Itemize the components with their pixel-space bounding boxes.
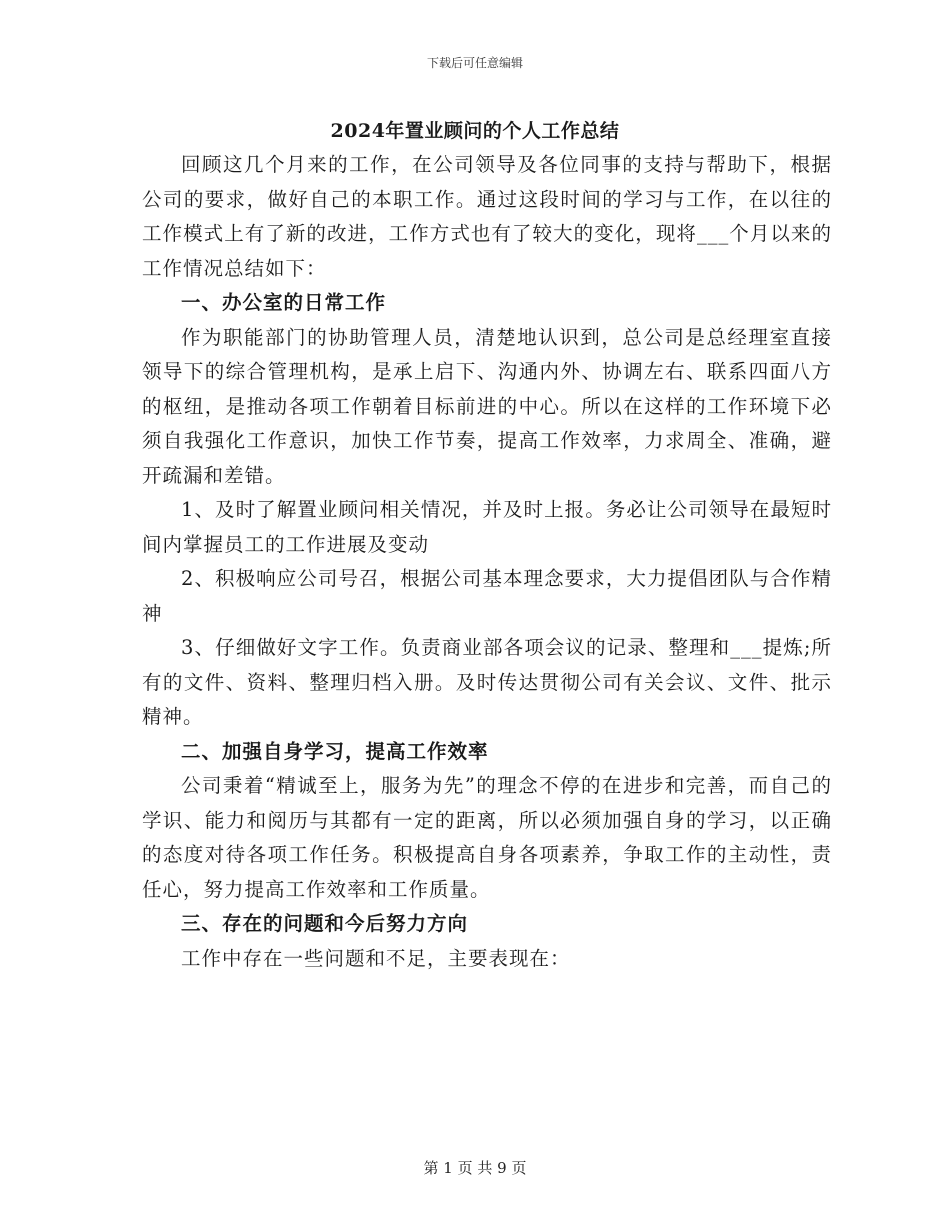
section-heading-2: 二、加强自身学习，提高工作效率 (181, 739, 489, 763)
section-heading-3: 三、存在的问题和今后努力方向 (181, 912, 469, 935)
page-number: 第 1 页 共 9 页 (423, 1159, 527, 1177)
document-title: 2024年置业顾问的个人工作总结 (330, 120, 620, 142)
list-item-3: 3、仔细做好文字工作。负责商业部各项会议的记录、整理和___提炼;所有的文件、资料、整理归档入册。及时传达贯彻公司有关会议、文件、批示精神。 (142, 636, 832, 728)
section-heading-1: 一、办公室的日常工作 (181, 291, 387, 314)
intro-paragraph: 回顾这几个月来的工作，在公司领导及各位同事的支持与帮助下，根据公司的要求，做好自己的本职工作。通过这段时间的学习与工作，在以往的工作模式上有了新的改进，工作方式也有了较大的变化，现将___个月以来的工作情况总结如下： (142, 153, 832, 280)
section-3-paragraph: 工作中存在一些问题和不足，主要表现在： (181, 946, 571, 970)
page-header-note: 下载后可任意编辑 (426, 56, 523, 70)
list-item-2: 2、积极响应公司号召，根据公司基本理念要求，大力提倡团队与合作精神 (142, 567, 832, 625)
section-1-paragraph: 作为职能部门的协助管理人员，清楚地认识到，总公司是总经理室直接领导下的综合管理机构，是承上启下、沟通内外、协调左右、联系四面八方的枢纽，是推动各项工作朝着目标前进的中心。所以在这样的工作环境下必须自我强化工作意识，加快工作节奏，提高工作效率，力求周全、准确，避开疏漏和差错。 (142, 325, 832, 487)
section-2-paragraph: 公司秉着“精诚至上，服务为先”的理念不停的在进步和完善，而自己的学识、能力和阅历与其都有一定的距离，所以必须加强自身的学习，以正确的态度对待各项工作任务。积极提高自身各项素养，争取工作的主动性，责任心，努力提高工作效率和工作质量。 (142, 774, 832, 901)
list-item-1: 1、及时了解置业顾问相关情况，并及时上报。务必让公司领导在最短时间内掌握员工的工作进展及变动 (142, 498, 832, 556)
document-body (142, 148, 832, 976)
